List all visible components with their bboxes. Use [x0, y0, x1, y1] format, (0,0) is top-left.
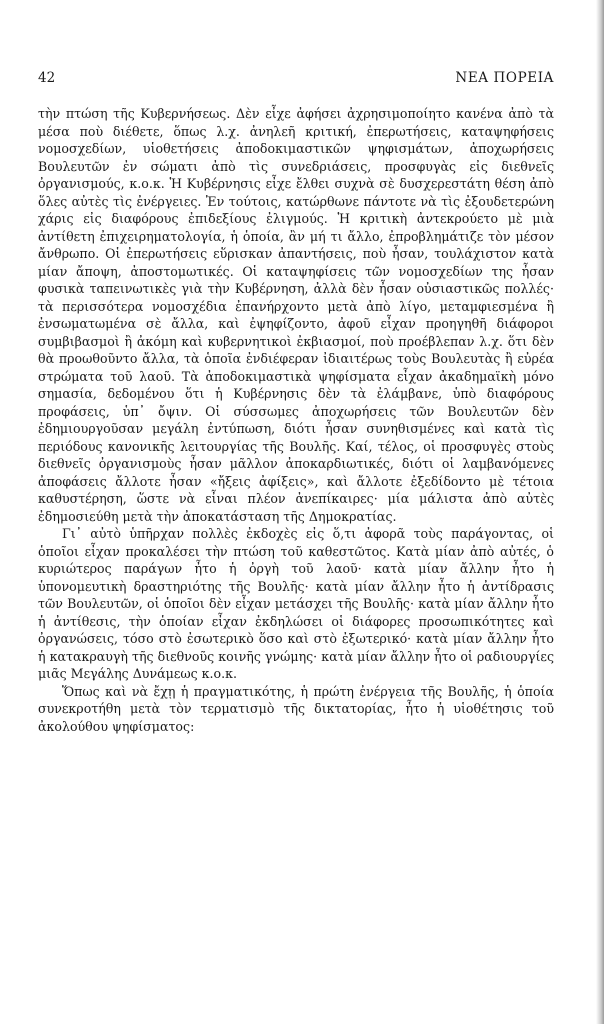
- paragraph-1: τὴν πτώση τῆς Κυβερνήσεως. Δὲν εἶχε ἀφήσει ἀχρησιμοποίητο κανένα ἀπὸ τὰ μέσα ποὺ διέθετε, ὅπως λ.χ. ἀνηλεῆ κριτική, ἐπερωτήσεις, καταψηφήσεις νομοσχεδίων, υἱοθετήσεις ἀποδοκιμαστικῶν ψηφισμάτων, ἀποχωρήσεις Βουλευτῶν ἐν σώματι ἀπὸ τὶς συνεδριάσεις, προσφυγὰς εἰς διεθνεῖς ὀργανισμούς, κ.ο.κ. Ἡ Κυβέρνησις εἶχε ἔλθει συχνὰ σὲ δυσχερεστάτη θέση ἀπὸ ὅλες αὐτὲς τὶς ἐνέργειες. Ἐν τούτοις, κατώρθωνε πάντοτε νὰ τὶς ἐξουδετερώνη χάρις εἰς διαφόρους ἐπιδεξίους ἐλιγμούς. Ἡ κριτικὴ ἀντεκρούετο μὲ μιὰ ἀντίθετη ἐπιχειρηματολογία, ἡ ὁποία, ἂν μή τι ἄλλο, ἐπροβλημάτιζε τὸν μέσον ἄνθρωπο. Οἱ ἐπερωτήσεις εὕρισκαν ἀπαντήσεις, ποὺ ἦσαν, τουλάχιστον κατὰ μίαν ἄποψη, ἀποστομωτικές. Οἱ καταψηφίσεις τῶν νομοσχεδίων της ἦσαν φυσικὰ ταπεινωτικὲς γιὰ τὴν Κυβέρνηση, ἀλλὰ δὲν ἦσαν οὐσιαστικῶς πολλές· τὰ περισσότερα νομοσχέδια ἐπανήρχοντο μετὰ ἀπὸ λίγο, μεταμφιεσμένα ἢ ἐνσωματωμένα σὲ ἄλλα, καὶ ἐψηφίζοντο, ἀφοῦ εἶχαν προηγηθῆ διάφοροι συμβιβασμοὶ ἢ ἀκόμη καὶ κυβερνητικοὶ ἐκβιασμοί, ποὺ προέβλεπαν λ.χ. ὅτι δὲν θὰ προωθοῦντο ἄλλα, τὰ ὁποῖα ἐνδιέφεραν ἰδιαιτέρως τοὺς Βουλευτὰς ἢ εὐρέα στρώματα τοῦ λαοῦ. Τὰ ἀποδοκιμαστικὰ ψηφίσματα εἶχαν ἀκαδημαϊκὴ μόνο σημασία, δεδομένου ὅτι ἡ Κυβέρνησις δὲν τὰ ἐλάμβανε, ὑπὸ διαφόρους προφάσεις, ὑπ᾽ ὄψιν. Οἱ σύσσωμες ἀποχωρήσεις τῶν Βουλευτῶν δὲν ἐδημιουργοῦσαν μεγάλη ἐντύπωση, διότι ἦσαν συνηθισμένες καὶ κατὰ τὶς περιόδους κανονικῆς λειτουργίας τῆς Βουλῆς. Καί, τέλος, οἱ προσφυγὲς στοὺς διεθνεῖς ὀργανισμοὺς ἦσαν μᾶλλον ἀποκαρδιωτικές, διότι οἱ λαμβανόμενες ἀποφάσεις ἄλλοτε ἦσαν «ἤξεις ἀφίξεις», καὶ ἄλλοτε ἐξεδίδοντο μὲ τέτοια καθυστέρηση, ὥστε νὰ εἶναι πλέον ἀνεπίκαιρες· μία μάλιστα ἀπὸ αὐτὲς ἐδημοσιεύθη μετὰ τὴν ἀποκατάσταση τῆς Δημοκρατίας.: [38, 106, 554, 524]
- paragraph-2: Γι᾽ αὐτὸ ὑπῆρχαν πολλὲς ἐκδοχὲς εἰς ὅ,τι ἀφορᾶ τοὺς παράγοντας, οἱ ὁποῖοι εἶχαν προκαλέσει τὴν πτώση τοῦ καθεστῶτος. Κατὰ μίαν ἀπὸ αὐτές, ὁ κυριώτερος παράγων ἦτο ἡ ὀργὴ τοῦ λαοῦ· κατὰ μίαν ἄλλην ἦτο ἡ ὑπονομευτικὴ δραστηριότης τῆς Βουλῆς· κατὰ μίαν ἄλλην ἦτο ἡ ἀντίδρασις τῶν Βουλευτῶν, οἱ ὁποῖοι δὲν εἶχαν μετάσχει τῆς Βουλῆς· κατὰ μίαν ἄλλην ἦτο ἡ ἀντίθεσις, τὴν ὁποίαν εἶχαν ἐκδηλώσει οἱ διάφορες προσωπικότητες καὶ ὀργανώσεις, τόσο στὸ ἐσωτερικὸ ὅσο καὶ στὸ ἐξωτερικό· κατὰ μίαν ἄλλην ἦτο ἡ κατακραυγὴ τῆς διεθνοῦς κοινῆς γνώμης· κατὰ μίαν ἄλλην ἦτο οἱ ραδιουργίες μιᾶς Μεγάλης Δυνάμεως κ.ο.κ.: [38, 526, 554, 681]
- body-text: [38, 105, 554, 735]
- running-head: [38, 70, 554, 88]
- page-edge-shadow: [596, 0, 604, 1024]
- paragraph-3: Ὅπως καὶ νὰ ἔχῃ ἡ πραγματικότης, ἡ πρώτη ἐνέργεια τῆς Βουλῆς, ἡ ὁποία συνεκροτήθη μετὰ τὸν τερματισμὸ τῆς δικτατορίας, ἦτο ἡ υἱοθέτησις τοῦ ἀκολούθου ψηφίσματος:: [38, 683, 554, 734]
- journal-title: ΝΕΑ ΠΟΡΕΙΑ: [455, 70, 554, 86]
- page-number: 42: [38, 70, 56, 86]
